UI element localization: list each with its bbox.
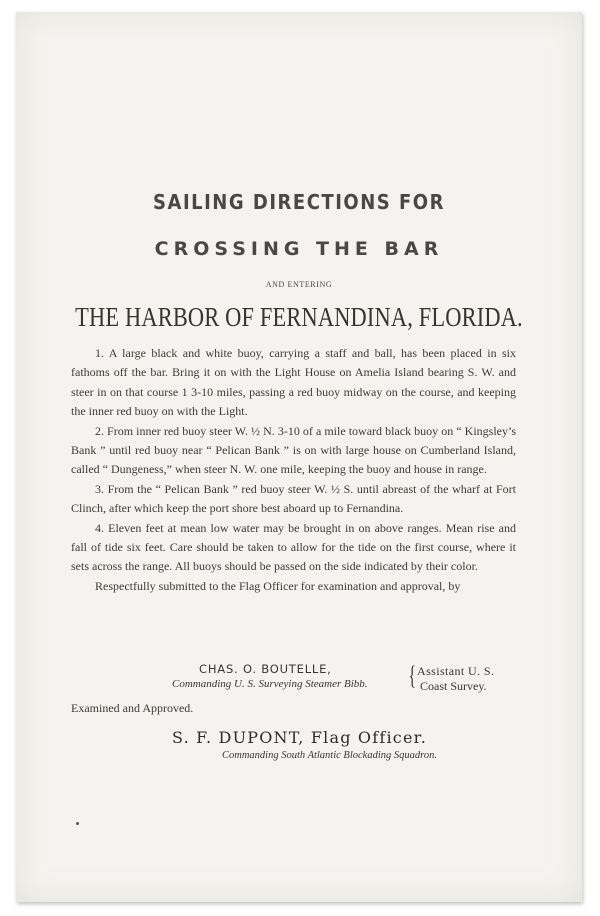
heading-harbor-title: THE HARBOR OF FERNANDINA, FLORIDA. <box>75 302 523 332</box>
paragraph-1: 1. A large black and white buoy, carrying a staff and ball, has been placed in six fathoms off the bar. Bring it on with the Light House on Amelia Island bearing S. W. and steer in on that course 1 3-10 miles, passing a red buoy midway on the course, and keeping the inner red buoy on with the Light. <box>71 346 516 419</box>
signer-role-line2: Coast Survey. <box>420 679 487 693</box>
paper-speck <box>76 822 79 825</box>
paragraph-3: 3. From the “ Pelican Bank ” red buoy steer W. ½ S. until abreast of the wharf at Fort Clinch, after which keep the port shore best aboard up to Fernandina. <box>71 481 516 516</box>
brace-icon: { <box>408 661 416 690</box>
document-content <box>16 12 582 902</box>
examined-note: Examined and Approved. <box>71 701 194 715</box>
signature-block <box>16 662 582 702</box>
signer-name: CHAS. O. BOUTELLE, <box>199 662 332 676</box>
approver-name: S. F. DUPONT, Flag Officer. <box>172 728 428 747</box>
heading-sailing-directions: SAILING DIRECTIONS FOR <box>153 190 445 215</box>
document-page <box>16 12 582 902</box>
signer-role-line1: Assistant U. S. <box>417 664 495 678</box>
approver-title: Commanding South Atlantic Blockading Squadron. <box>222 750 437 761</box>
paragraph-submission: Respectfully submitted to the Flag Officer for examination and approval, by <box>95 578 461 593</box>
heading-crossing-the-bar: CROSSING THE BAR <box>154 238 444 260</box>
directions-body <box>71 344 516 596</box>
paragraph-2: 2. From inner red buoy steer W. ½ N. 3-10 of a mile toward black buoy on “ Kingsley’s Bank ” until red buoy near “ Pelican Bank ” is on with large house on Cumberland Island, called “ Dungeness,” when steer N. W. one mile, keeping the buoy and house in range. <box>71 423 516 477</box>
paragraph-4: 4. Eleven feet at mean low water may be brought in on above ranges. Mean rise and fall of tide six feet. Care should be taken to allow for the tide on the first course, where it sets across the range. All buoys should be passed on the side indicated by their color. <box>71 520 516 574</box>
signer-title: Commanding U. S. Surveying Steamer Bibb. <box>172 678 368 690</box>
heading-and-entering: AND ENTERING <box>265 280 333 289</box>
